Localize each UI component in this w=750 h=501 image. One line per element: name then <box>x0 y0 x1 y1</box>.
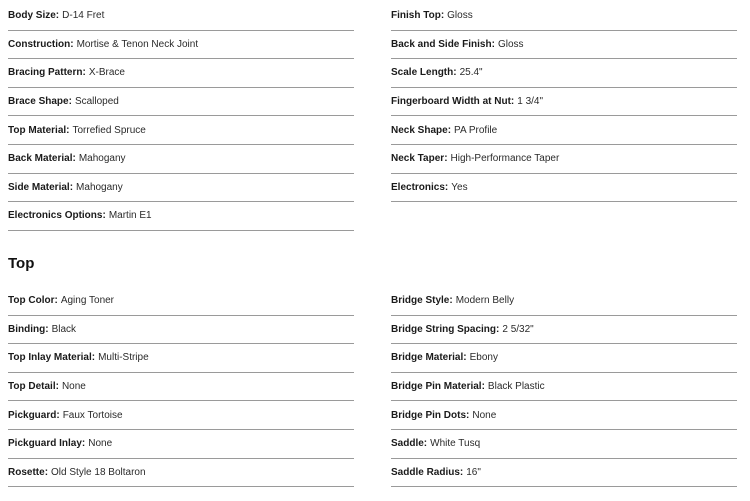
spec-row: Body Size : D-14 Fret <box>8 2 354 31</box>
spec-row: Binding : Black <box>8 316 354 345</box>
spec-key: Back and Side Finish <box>391 38 492 50</box>
spec-row: Back Material : Mahogany <box>8 145 354 174</box>
specs-section-top <box>8 287 737 487</box>
spec-key: Electronics Options <box>8 210 103 222</box>
spec-key: Top Detail <box>8 381 56 393</box>
spec-key: Back Material <box>8 153 73 165</box>
spec-key: Neck Taper <box>391 153 445 165</box>
spec-row: Fingerboard Width at Nut : 1 3/4" <box>391 88 737 117</box>
spec-key: Pickguard Inlay <box>8 438 82 450</box>
spec-value: 1 3/4" <box>517 96 544 108</box>
spec-key: Finish Top <box>391 10 441 22</box>
spec-value: PA Profile <box>454 124 498 136</box>
spec-key: Bridge Pin Dots <box>391 409 467 421</box>
spec-value: Gloss <box>497 38 524 50</box>
spec-value: Black <box>51 323 77 335</box>
spec-key: Bridge Material <box>391 352 464 364</box>
spec-row: Bridge Pin Material : Black Plastic <box>391 373 737 402</box>
spec-key: Scale Length <box>391 67 454 79</box>
spec-key: Bridge Pin Material <box>391 381 482 393</box>
spec-row: Back and Side Finish : Gloss <box>391 31 737 60</box>
spec-key: Bracing Pattern <box>8 67 83 79</box>
spec-row: Electronics Options : Martin E1 <box>8 202 354 231</box>
spec-key: Top Material <box>8 124 67 136</box>
spec-row: Electronics : Yes <box>391 174 737 203</box>
section-heading-top: Top <box>8 255 35 272</box>
spec-value: None <box>88 438 113 450</box>
specs-column-left <box>8 287 354 487</box>
spec-value: Mortise & Tenon Neck Joint <box>76 38 199 50</box>
spec-value: None <box>61 381 86 393</box>
spec-value: Black Plastic <box>487 381 545 393</box>
spec-key: Neck Shape <box>391 124 448 136</box>
spec-key: Rosette <box>8 466 45 478</box>
spec-row: Neck Shape : PA Profile <box>391 116 737 145</box>
spec-value: 25.4" <box>459 67 483 79</box>
spec-row: Pickguard Inlay : None <box>8 430 354 459</box>
spec-key: Side Material <box>8 181 70 193</box>
spec-row: Top Inlay Material : Multi-Stripe <box>8 344 354 373</box>
spec-key: Top Color <box>8 295 55 307</box>
spec-value: Modern Belly <box>455 295 515 307</box>
specs-column-left <box>8 2 354 231</box>
spec-value: White Tusq <box>430 438 481 450</box>
spec-value: Yes <box>451 181 468 193</box>
spec-key: Saddle <box>391 438 424 450</box>
spec-key: Fingerboard Width at Nut <box>391 96 511 108</box>
spec-row: Top Color : Aging Toner <box>8 287 354 316</box>
spec-row: Bridge Pin Dots : None <box>391 401 737 430</box>
spec-value: X-Brace <box>88 67 125 79</box>
spec-value: None <box>472 409 497 421</box>
spec-row: Construction : Mortise & Tenon Neck Joint <box>8 31 354 60</box>
spec-key: Construction <box>8 38 71 50</box>
spec-value: 16" <box>466 466 481 478</box>
spec-value: 2 5/32" <box>502 323 534 335</box>
spec-key: Electronics <box>391 181 445 193</box>
spec-row: Bridge Style : Modern Belly <box>391 287 737 316</box>
spec-row: Top Detail : None <box>8 373 354 402</box>
spec-value: Mahogany <box>78 153 126 165</box>
spec-value: Faux Tortoise <box>62 409 123 421</box>
spec-row: Brace Shape : Scalloped <box>8 88 354 117</box>
spec-key: Body Size <box>8 10 56 22</box>
spec-row: Bridge Material : Ebony <box>391 344 737 373</box>
specs-column-right <box>391 287 737 487</box>
spec-key: Bridge Style <box>391 295 450 307</box>
specs-section-general <box>8 2 737 231</box>
spec-value: Gloss <box>447 10 473 22</box>
spec-key: Brace Shape <box>8 96 69 108</box>
spec-row: Scale Length : 25.4" <box>391 59 737 88</box>
spec-value: Multi-Stripe <box>98 352 149 364</box>
spec-row: Neck Taper : High-Performance Taper <box>391 145 737 174</box>
spec-row: Side Material : Mahogany <box>8 174 354 203</box>
spec-value: Aging Toner <box>60 295 115 307</box>
spec-row: Bridge String Spacing : 2 5/32" <box>391 316 737 345</box>
spec-value: Scalloped <box>74 96 119 108</box>
specs-column-right <box>391 2 737 231</box>
spec-key: Bridge String Spacing <box>391 323 497 335</box>
spec-row: Saddle Radius : 16" <box>391 459 737 488</box>
spec-row: Rosette : Old Style 18 Boltaron <box>8 459 354 488</box>
spec-row: Finish Top : Gloss <box>391 2 737 31</box>
spec-value: D-14 Fret <box>62 10 105 22</box>
spec-row: Bracing Pattern : X-Brace <box>8 59 354 88</box>
spec-row: Saddle : White Tusq <box>391 430 737 459</box>
spec-key: Saddle Radius <box>391 466 460 478</box>
spec-row: Top Material : Torrefied Spruce <box>8 116 354 145</box>
spec-value: Martin E1 <box>108 210 152 222</box>
spec-value: Torrefied Spruce <box>72 124 146 136</box>
spec-key: Top Inlay Material <box>8 352 92 364</box>
spec-row: Pickguard : Faux Tortoise <box>8 401 354 430</box>
spec-value: Old Style 18 Boltaron <box>51 466 146 478</box>
spec-value: Ebony <box>469 352 498 364</box>
spec-key: Binding <box>8 323 46 335</box>
spec-key: Pickguard <box>8 409 57 421</box>
spec-value: High-Performance Taper <box>450 153 560 165</box>
spec-value: Mahogany <box>76 181 123 193</box>
